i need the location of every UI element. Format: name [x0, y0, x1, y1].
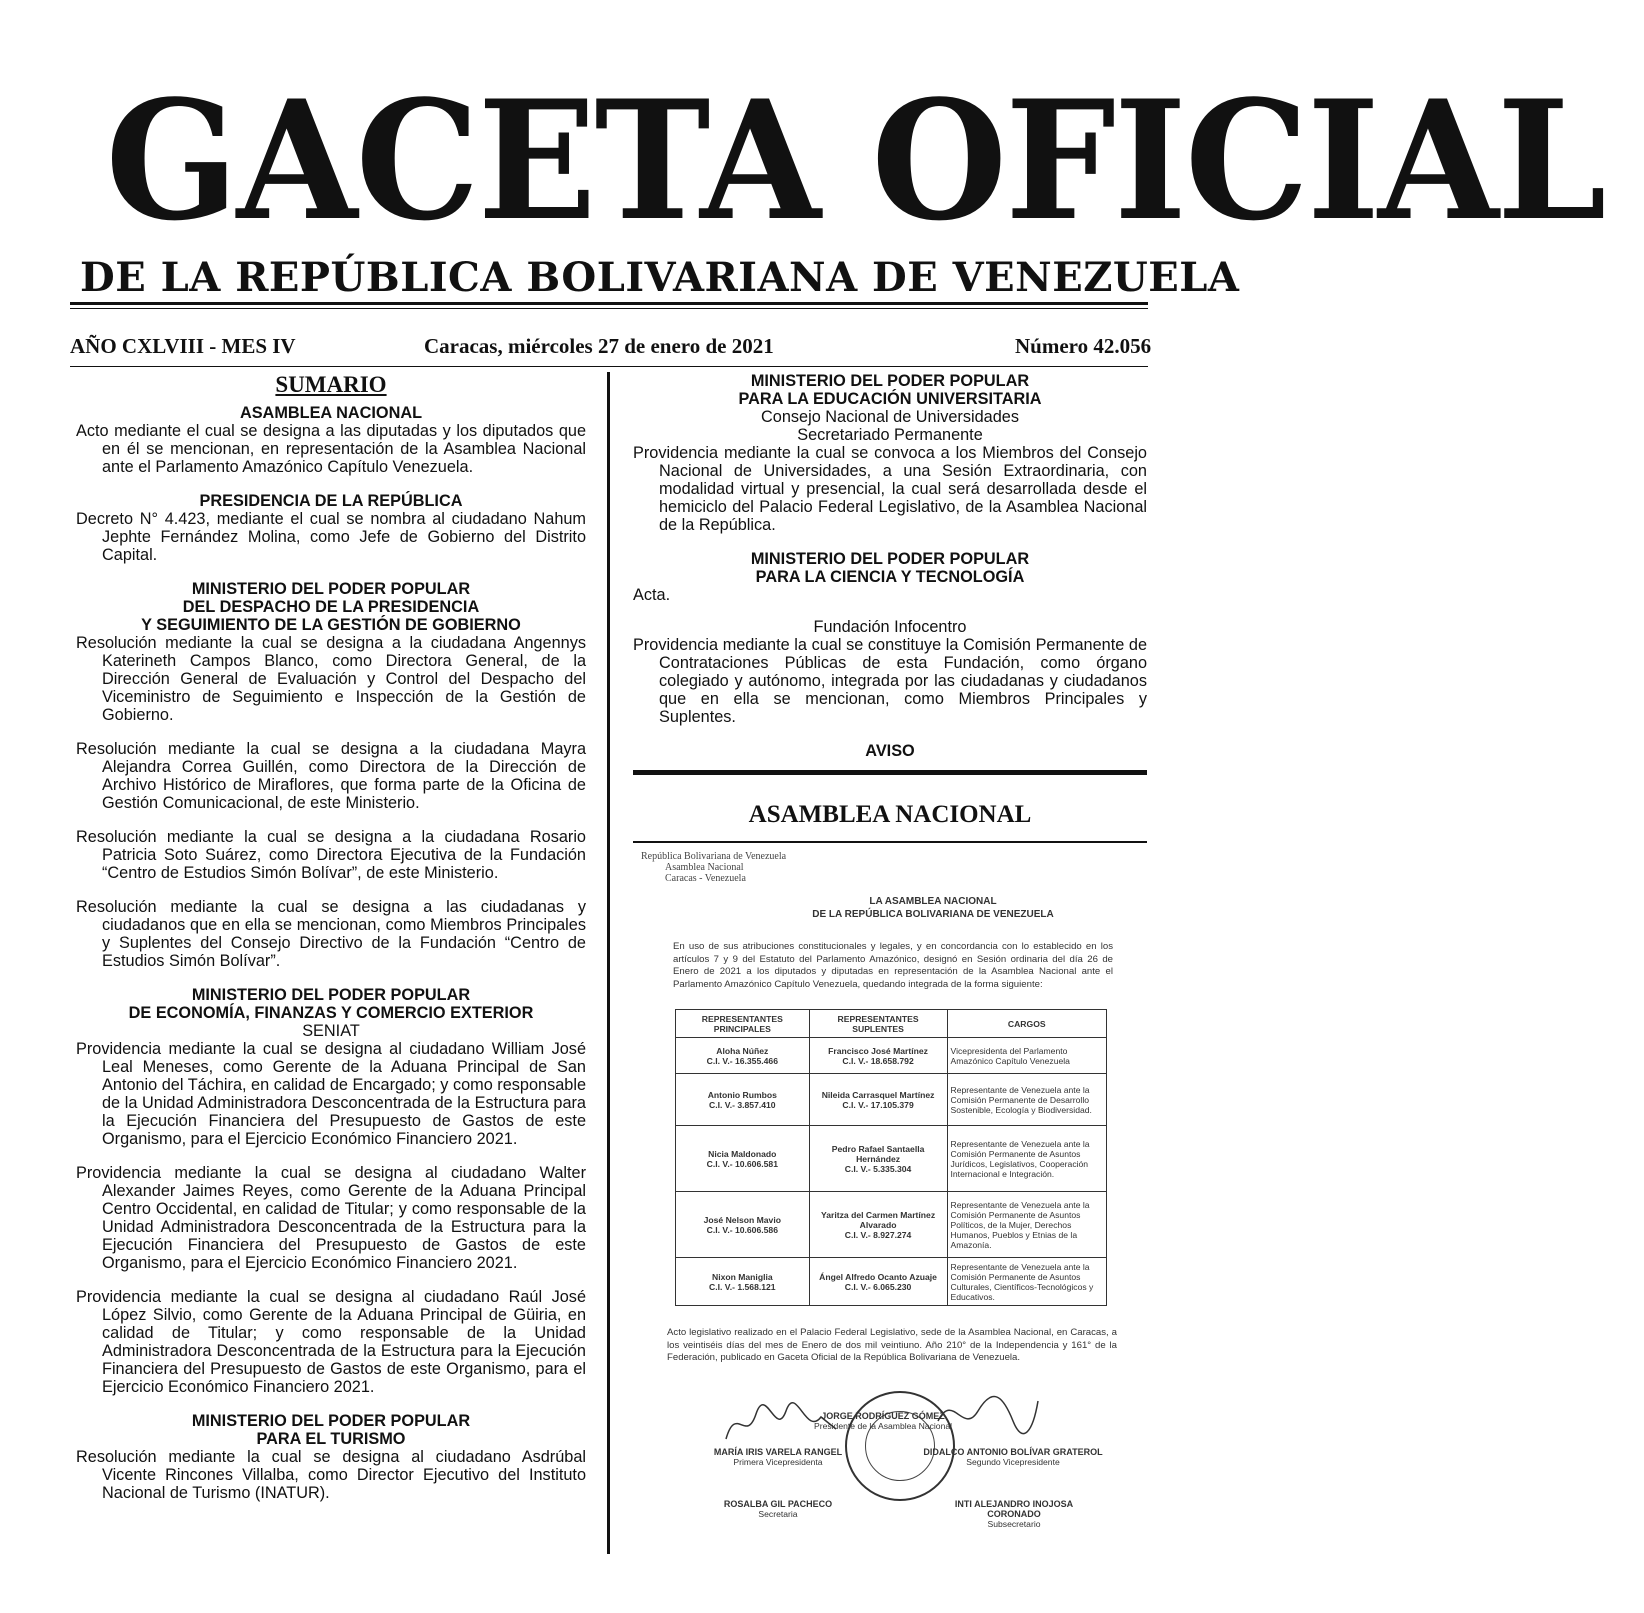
document-header-line: República Bolivariana de Venezuela: [641, 851, 787, 862]
entry-text: Resolución mediante la cual se designa a la ciudadana Angennys Katerineth Campos Blanco, como Directora General, de la Dirección General de Evaluación y Control del Despacho del Viceministro de Seguimiento e Inspección de la Gestión de Gobierno.: [76, 634, 586, 724]
table-row: [676, 1074, 1107, 1126]
document-header-line: Caracas - Venezuela: [665, 873, 746, 884]
signature-first-vp: [703, 1447, 853, 1467]
issue-date: Caracas, miércoles 27 de enero de 2021: [424, 334, 774, 358]
table-cell: Francisco José Martínez C.I. V.- 18.658.792: [809, 1038, 947, 1074]
entry-text: Resolución mediante la cual se designa al ciudadano Asdrúbal Vicente Rincones Villalba, como Director Ejecutivo del Instituto Nacional de Turismo (INATUR).: [76, 1448, 586, 1502]
section-presidencia: [76, 492, 586, 564]
aviso-heading: AVISO: [865, 742, 915, 760]
section-despacho: [76, 580, 586, 970]
entry-text: Providencia mediante la cual se convoca a los Miembros del Consejo Nacional de Universidades, a una Sesión Extraordinaria, con modalidad virtual y presencial, la cual será desarrollada desde el hemiciclo del Palacio Federal Legislativo, de la Asamblea Nacional de la República.: [633, 444, 1147, 534]
table-header-row: [676, 1010, 1107, 1038]
table-header-cell: REPRESENTANTES SUPLENTES: [809, 1010, 947, 1038]
scanned-document: [633, 851, 1147, 1551]
issue-year: AÑO CXLVIII - MES IV: [70, 334, 296, 358]
section-heading: ASAMBLEA NACIONAL: [239, 404, 423, 422]
document-header: [641, 851, 786, 884]
entry-acta: Acta.: [633, 586, 671, 604]
entry-text: Acto mediante el cual se designa a las diputadas y los diputados que en él se mencionan, en representación de la Asamblea Nacional ante el Parlamento Amazónico Capítulo Venezuela.: [76, 422, 586, 476]
entry-text: Providencia mediante la cual se designa al ciudadano Walter Alexander Jaimes Reyes, como Gerente de la Aduana Principal Centro Occidental, en calidad de Titular; y como responsable de la Unidad Administradora Desconcentrada de la Estructura para la Ejecución Financiera del Presupuesto de Gastos de este Organismo, para el Ejercicio Económico Financiero 2021.: [76, 1164, 586, 1272]
signature-second-vp: [923, 1447, 1103, 1467]
document-closing: Acto legislativo realizado en el Palacio Federal Legislativo, sede de la Asamblea Nacional, en Caracas, a los veintiséis días del mes de Enero de dos mil veintiuno. Año 210° de la Independencia y 161° de la Federación, publicado en Gaceta Oficial de la República Bolivariana de Venezuela.: [667, 1327, 1117, 1363]
section-educacion: [633, 372, 1147, 534]
section-heading: MINISTERIO DEL PODER POPULAR DE ECONOMÍA, FINANZAS Y COMERCIO EXTERIOR: [128, 986, 534, 1022]
table-cell: Yaritza del Carmen Martínez Alvarado C.I. V.- 8.927.274: [809, 1192, 947, 1258]
entry-text: Providencia mediante la cual se designa al ciudadano William José Leal Meneses, como Gerente de la Aduana Principal de San Antonio del Táchira, en calidad de Encargado; y como responsable de la Unidad Administradora Desconcentrada de la Estructura para la Ejecución Financiera del Presupuesto de Gastos de este Organismo, para el Ejercicio Económico Financiero 2021.: [76, 1040, 586, 1148]
signature-president: [803, 1411, 963, 1431]
header-rule-top: [70, 302, 1148, 305]
table-cell: Ángel Alfredo Ocanto Azuaje C.I. V.- 6.065.230: [809, 1258, 947, 1306]
document-intro: En uso de sus atribuciones constitucionales y legales, y en concordancia con lo establecido en los artículos 7 y 9 del Estatuto del Parlamento Amazónico, designó en Sesión ordinaria del día 26 de Enero de 2021 a los diputados y diputadas en representación de la Asamblea Nacional ante el Parlamento Amazónico Capítulo Venezuela, quedando integrada de la forma siguiente:: [673, 941, 1113, 990]
table-cell: Vicepresidenta del Parlamento Amazónico Capítulo Venezuela: [947, 1038, 1106, 1074]
table-cell: Nicia Maldonado C.I. V.- 10.606.581: [676, 1126, 810, 1192]
masthead-subtitle: DE LA REPÚBLICA BOLIVARIANA DE VENEZUELA: [80, 254, 1240, 301]
aviso-rule: [633, 770, 1147, 775]
signature-secretary: [713, 1499, 843, 1519]
section-heading: MINISTERIO DEL PODER POPULAR PARA LA EDUCACIÓN UNIVERSITARIA: [738, 372, 1042, 408]
section-subheading: Fundación Infocentro: [813, 618, 967, 636]
entry-text: Resolución mediante la cual se designa a las ciudadanas y ciudadanos que en ella se mencionan, como Miembros Principales y Suplentes del Consejo Directivo de la Fundación “Centro de Estudios Simón Bolívar”.: [76, 898, 586, 970]
signatory-role: Subsecretario: [987, 1519, 1041, 1529]
sumario-title: SUMARIO: [275, 372, 387, 397]
table-row: [676, 1258, 1107, 1306]
sumario-left-column: [76, 372, 586, 1518]
column-divider: [607, 372, 610, 1554]
section-subheading: SENIAT: [302, 1022, 360, 1040]
table-row: [676, 1126, 1107, 1192]
section-turismo: [76, 1412, 586, 1502]
signatory-name: ROSALBA GIL PACHECO: [723, 1499, 833, 1509]
issue-number: Número 42.056: [1015, 334, 1152, 358]
masthead-title: [66, 64, 1605, 257]
section-economia: [76, 986, 586, 1396]
signatory-name: MARÍA IRIS VARELA RANGEL: [713, 1447, 843, 1457]
table-header-cell: CARGOS: [947, 1010, 1106, 1038]
sumario-right-column: [633, 372, 1147, 1551]
entry-text: Resolución mediante la cual se designa a la ciudadana Mayra Alejandra Correa Guillén, como Directora de la Dirección de Archivo Histórico de Miraflores, que forma parte de la Oficina de Gestión Comunicacional, de este Ministerio.: [76, 740, 586, 812]
table-row: [676, 1038, 1107, 1074]
header-rule-bottom: [70, 366, 1148, 367]
table-row: [676, 1192, 1107, 1258]
section-heading: MINISTERIO DEL PODER POPULAR PARA EL TURISMO: [191, 1412, 471, 1448]
document-header-line: Asamblea Nacional: [665, 862, 744, 873]
signatory-name: JORGE RODRÍGUEZ GÓMEZ: [821, 1411, 945, 1421]
masthead-title-text: GACETA OFICIAL: [105, 64, 1605, 257]
header-rule-thin: [70, 308, 1148, 309]
table-header-cell: REPRESENTANTES PRINCIPALES: [676, 1010, 810, 1038]
document-title: LA ASAMBLEA NACIONAL DE LA REPÚBLICA BOLIVARIANA DE VENEZUELA: [812, 896, 1054, 920]
entry-text: Providencia mediante la cual se designa al ciudadano Raúl José López Silvio, como Gerente de la Aduana Principal de Güiria, en calidad de Titular; y como responsable de la Unidad Administradora Desconcentrada de la Estructura para la Ejecución Financiera del Presupuesto de Gastos de este Organismo, para el Ejercicio Económico Financiero 2021.: [76, 1288, 586, 1396]
table-cell: Representante de Venezuela ante la Comisión Permanente de Asuntos Políticos, de la Mujer, Derechos Humanos, Pueblos y Etnias de la Amazonía.: [947, 1192, 1106, 1258]
section-heading: PRESIDENCIA DE LA REPÚBLICA: [199, 492, 463, 510]
table-cell: Nileida Carrasquel Martínez C.I. V.- 17.105.379: [809, 1074, 947, 1126]
table-cell: Antonio Rumbos C.I. V.- 3.857.410: [676, 1074, 810, 1126]
section-heading: MINISTERIO DEL PODER POPULAR PARA LA CIENCIA Y TECNOLOGÍA: [750, 550, 1030, 586]
table-cell: Pedro Rafael Santaella Hernández C.I. V.- 5.335.304: [809, 1126, 947, 1192]
table-cell: Representante de Venezuela ante la Comisión Permanente de Desarrollo Sostenible, Ecología y Biodiversidad.: [947, 1074, 1106, 1126]
signature-undersecretary: [929, 1499, 1099, 1529]
table-cell: Representante de Venezuela ante la Comisión Permanente de Asuntos Jurídicos, Legislativos, Cooperación Internacional e Integración.: [947, 1126, 1106, 1192]
signatory-name: INTI ALEJANDRO INOJOSA CORONADO: [954, 1499, 1074, 1519]
entry-text: Decreto N° 4.423, mediante el cual se nombra al ciudadano Nahum Jephte Fernández Molina, como Jefe de Gobierno del Distrito Capital.: [76, 510, 586, 564]
section-subheading: Consejo Nacional de Universidades: [761, 408, 1019, 426]
section-subheading: Secretariado Permanente: [797, 426, 983, 444]
table-cell: José Nelson Mavio C.I. V.- 10.606.586: [676, 1192, 810, 1258]
section-ciencia: [633, 550, 1147, 726]
entry-text: Providencia mediante la cual se constituye la Comisión Permanente de Contrataciones Públicas de esta Fundación, como órgano colegiado y autónomo, integrada por las ciudadanas y ciudadanos que en ella se mencionan, como Miembros Principales y Suplentes.: [633, 636, 1147, 726]
representatives-table: [675, 1009, 1107, 1306]
asamblea-nacional-title: ASAMBLEA NACIONAL: [748, 801, 1032, 828]
signatory-role: Segundo Vicepresidente: [966, 1457, 1060, 1467]
section-heading: MINISTERIO DEL PODER POPULAR DEL DESPACHO DE LA PRESIDENCIA Y SEGUIMIENTO DE LA GESTIÓN DE GOBIERNO: [141, 580, 521, 634]
table-cell: Representante de Venezuela ante la Comisión Permanente de Asuntos Culturales, Científicos-Tecnológicos y Educativos.: [947, 1258, 1106, 1306]
table-cell: Aloha Núñez C.I. V.- 16.355.466: [676, 1038, 810, 1074]
signatory-name: DIDALCO ANTONIO BOLÍVAR GRATEROL: [923, 1447, 1103, 1457]
signatory-role: Primera Vicepresidenta: [733, 1457, 823, 1467]
entry-text: Resolución mediante la cual se designa a la ciudadana Rosario Patricia Soto Suárez, como Directora Ejecutiva de la Fundación “Centro de Estudios Simón Bolívar”, de este Ministerio.: [76, 828, 586, 882]
asamblea-nacional-rule: [633, 841, 1147, 843]
signatory-role: Presidente de la Asamblea Nacional: [813, 1421, 953, 1431]
table-cell: Nixon Maniglia C.I. V.- 1.568.121: [676, 1258, 810, 1306]
signatory-role: Secretaria: [758, 1509, 798, 1519]
section-asamblea: [76, 404, 586, 476]
